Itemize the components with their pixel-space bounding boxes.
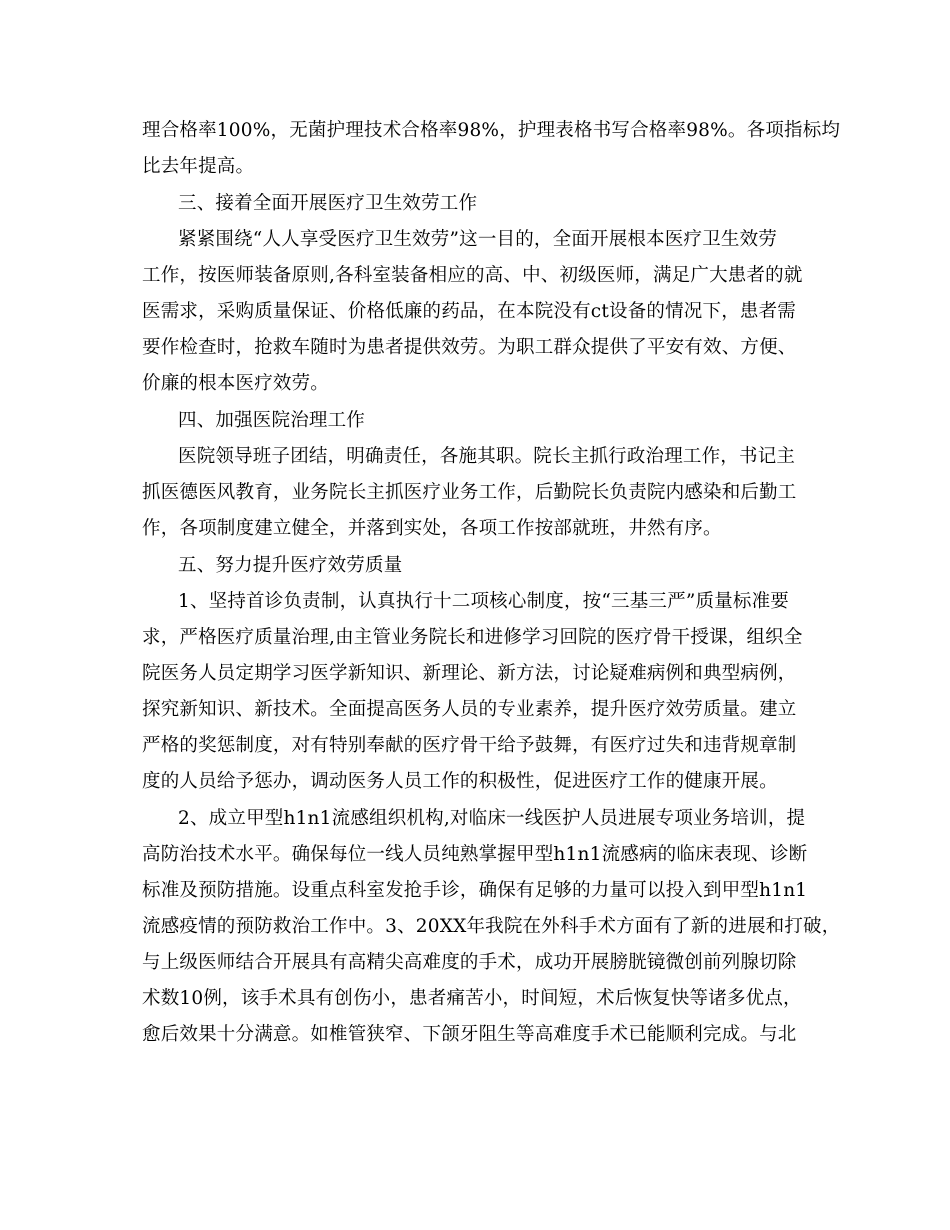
section-heading: 四、加强医院治理工作 bbox=[178, 410, 366, 431]
text-line: 术数10例，该手术具有创伤小，患者痛苦小，时间短，术后恢复快等诸多优点， bbox=[142, 988, 802, 1009]
section-heading: 三、接着全面开展医疗卫生效劳工作 bbox=[178, 193, 478, 214]
text-line: 医院领导班子团结，明确责任，各施其职。院长主抓行政治理工作，书记主 bbox=[178, 446, 796, 467]
text-line: 度的人员给予惩办，调动医务人员工作的积极性，促进医疗工作的健康开展。 bbox=[142, 771, 778, 792]
text-line: 1、坚持首诊负责制，认真执行十二项核心制度，按“三基三严”质量标准要 bbox=[178, 591, 789, 612]
text-line: 工作，按医师装备原则,各科室装备相应的高、中、初级医师，满足广大患者的就 bbox=[142, 265, 803, 286]
text-line: 流感疫情的预防救治工作中。3、20XX年我院在外科手术方面有了新的进展和打破， bbox=[142, 916, 841, 937]
text-line: 比去年提高。 bbox=[142, 156, 255, 177]
text-line: 紧紧围绕“人人享受医疗卫生效劳”这一目的，全面开展根本医疗卫生效劳 bbox=[178, 229, 778, 250]
text-line: 价廉的根本医疗效劳。 bbox=[142, 373, 330, 394]
text-line: 与上级医师结合开展具有高精尖高难度的手术，成功开展膀胱镜微创前列腺切除 bbox=[142, 952, 797, 973]
text-line: 探究新知识、新技术。全面提高医务人员的专业素养，提升医疗效劳质量。建立 bbox=[142, 699, 797, 720]
text-line: 理合格率100%，无菌护理技术合格率98%，护理表格书写合格率98%。各项指标均 bbox=[142, 120, 841, 141]
text-line: 作，各项制度建立健全，并落到实处，各项工作按部就班，井然有序。 bbox=[142, 518, 722, 539]
text-line: 严格的奖惩制度，对有特别奉献的医疗骨干给予鼓舞，有医疗过失和违背规章制 bbox=[142, 735, 797, 756]
section-heading: 五、努力提升医疗效劳质量 bbox=[178, 555, 403, 576]
text-line: 标准及预防措施。设重点科室发抢手诊，确保有足够的力量可以投入到甲型h1n1 bbox=[142, 880, 808, 901]
text-line: 抓医德医风教育，业务院长主抓医疗业务工作，后勤院长负责院内感染和后勤工 bbox=[142, 482, 797, 503]
text-line: 愈后效果十分满意。如椎管狭窄、下颌牙阻生等高难度手术已能顺利完成。与北 bbox=[142, 1024, 797, 1045]
text-line: 2、成立甲型h1n1流感组织机构,对临床一线医护人员进展专项业务培训，提 bbox=[178, 808, 806, 829]
text-line: 医需求，采购质量保证、价格低廉的药品，在本院没有ct设备的情况下，患者需 bbox=[142, 301, 796, 322]
text-line: 要作检查时，抢救车随时为患者提供效劳。为职工群众提供了平安有效、方便、 bbox=[142, 337, 797, 358]
text-line: 求，严格医疗质量治理,由主管业务院长和进修学习回院的医疗骨干授课，组织全 bbox=[142, 627, 803, 648]
text-line: 院医务人员定期学习医学新知识、新理论、新方法，讨论疑难病例和典型病例， bbox=[142, 663, 797, 684]
text-line: 高防治技术水平。确保每位一线人员纯熟掌握甲型h1n1流感病的临床表现、诊断 bbox=[142, 844, 808, 865]
